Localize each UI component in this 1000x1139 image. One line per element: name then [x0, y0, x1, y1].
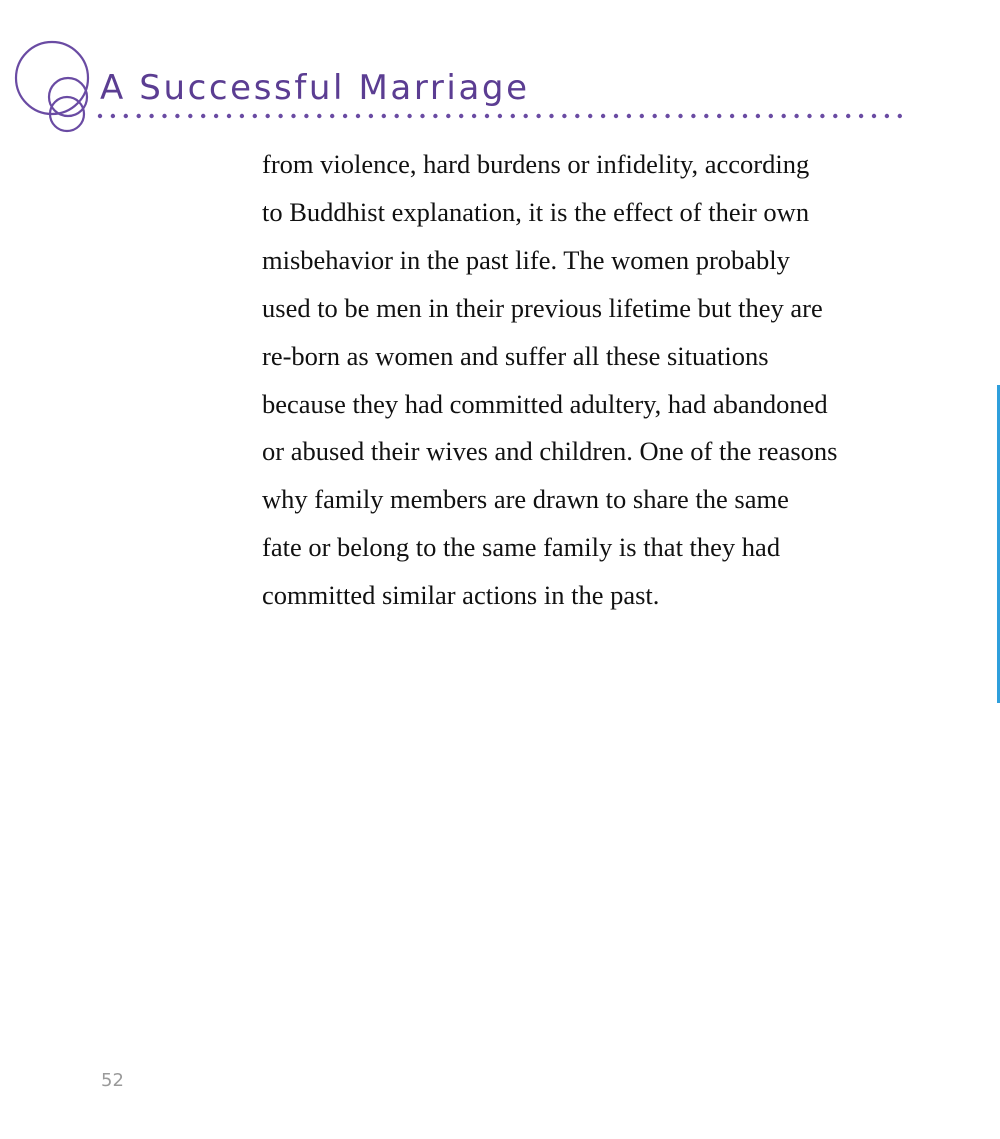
interlocking-rings-icon — [0, 0, 100, 140]
text-line: why family members are drawn to share the same — [262, 484, 789, 515]
page-title: A Successful Marriage — [100, 68, 530, 108]
page-number: 52 — [101, 1070, 124, 1091]
text-line: committed similar actions in the past. — [262, 580, 660, 611]
dotted-rule — [96, 110, 906, 122]
text-line: from violence, hard burdens or infidelity, according — [262, 149, 810, 179]
text-line: misbehavior in the past life. The women probably — [262, 244, 790, 275]
text-line: or abused their wives and children. One of the reasons — [262, 436, 838, 467]
text-line: fate or belong to the same family is that they had — [262, 532, 781, 563]
text-line: to Buddhist explanation, it is the effect of their own — [262, 196, 810, 227]
text-line: re-born as women and suffer all these situations — [262, 340, 769, 371]
text-line: used to be men in their previous lifetime but they are — [262, 292, 823, 323]
text-line: because they had committed adultery, had abandoned — [262, 388, 828, 419]
body-paragraph — [262, 141, 902, 620]
